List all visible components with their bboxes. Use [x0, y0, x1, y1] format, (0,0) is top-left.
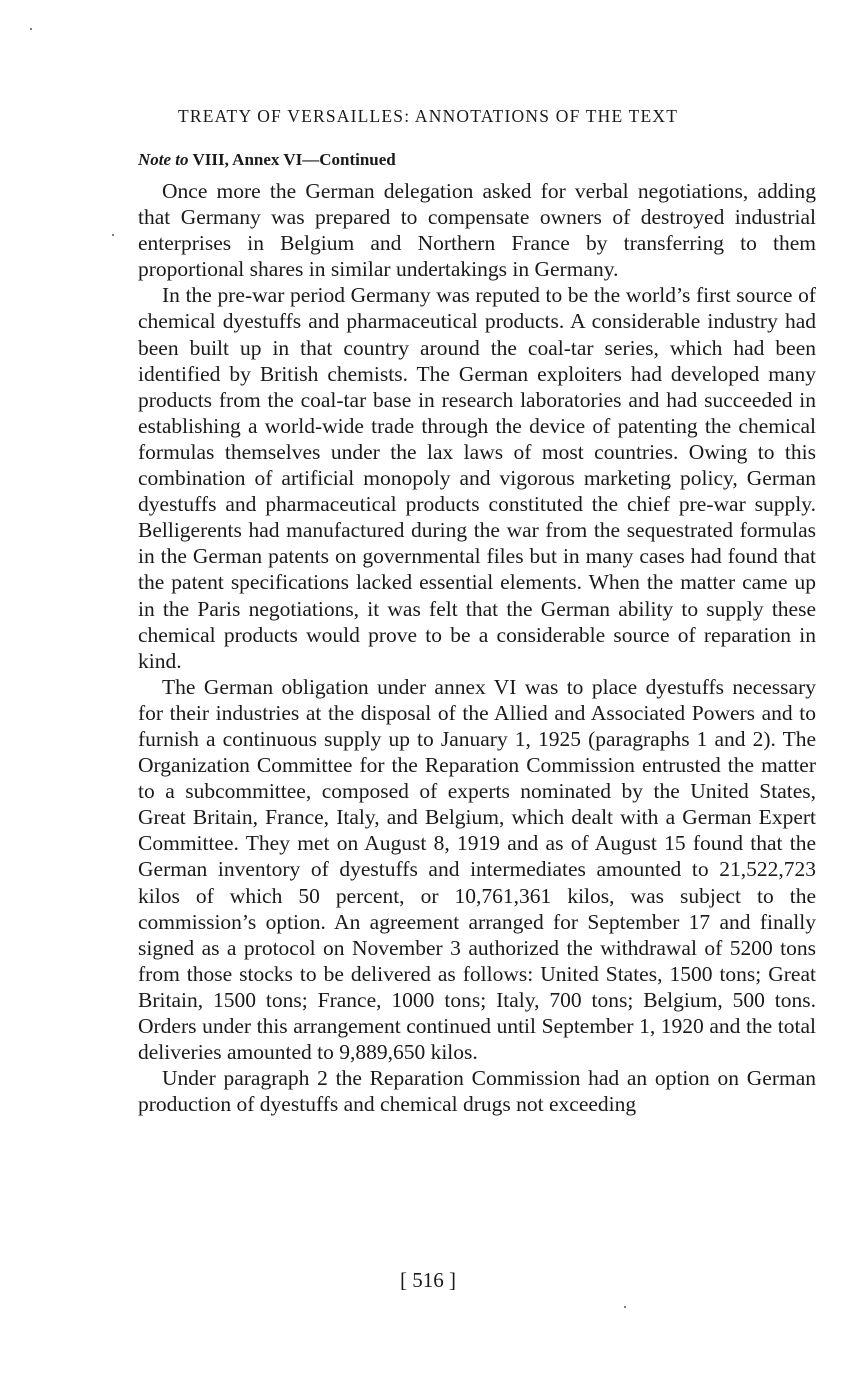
scan-speck: [112, 234, 114, 236]
scan-speck: [30, 28, 32, 30]
running-head: TREATY OF VERSAILLES: ANNOTATIONS OF THE TEXT: [178, 106, 679, 126]
note-heading-section: VIII, Annex VI—Continued: [192, 150, 396, 169]
scan-speck: [624, 1306, 626, 1308]
paragraph-verbal-negotiations: Once more the German delegation asked for verbal negotiations, adding that Germany was prepared to compensate owners of destroyed industrial enterprises in Belgium and Northern France by transferring to them proportional shares in similar undertakings in Germany.: [138, 179, 816, 282]
paragraph-pre-war-dyestuffs: In the pre-war period Germany was reputed to be the world’s first source of chemical dyestuffs and pharmaceutical products. A considerable industry had been built up in that country around the coal-tar series, which had been identified by British chemists. The German exploiters had developed many products from the coal-tar base in research laboratories and had succeeded in establishing a world-wide trade through the device of patenting the chemical formulas themselves under the lax laws of most countries. Owing to this combination of artificial monopoly and vigorous marketing policy, German dyestuffs and pharmaceutical products constituted the chief pre-war supply. Belligerents had manufactured during the war from the sequestrated formulas in the German patents on governmental files but in many cases had found that the patent specifications lacked essential elements. When the matter came up in the Paris negotiations, it was felt that the German ability to supply these chemical products would prove to be a considerable source of reparation in kind.: [138, 283, 816, 673]
paragraph-annex-vi-obligation: The German obligation under annex VI was to place dyestuffs necessary for their industries at the disposal of the Allied and Associated Powers and to furnish a continuous supply up to January 1, 1925 (paragraphs 1 and 2). The Organization Committee for the Reparation Commission entrusted the matter to a subcommittee, composed of experts nominated by the United States, Great Britain, France, Italy, and Belgium, which dealt with a German Expert Committee. They met on August 8, 1919 and as of August 15 found that the German inventory of dyestuffs and intermediates amounted to 21,522,723 kilos of which 50 percent, or 10,761,361 kilos, was subject to the commission’s option. An agreement arranged for September 17 and finally signed as a protocol on November 3 authorized the withdrawal of 5200 tons from those stocks to be delivered as follows: United States, 1500 tons; Great Britain, 1500 tons; France, 1000 tons; Italy, 700 tons; Belgium, 500 tons. Orders under this arrangement continued until September 1, 1920 and the total deliveries amounted to 9,889,650 kilos.: [138, 674, 816, 1065]
page-number: [ 516 ]: [400, 1268, 456, 1292]
body-text: [138, 178, 816, 1117]
note-heading: [138, 150, 396, 170]
note-heading-prefix: Note to: [138, 150, 189, 169]
paragraph-paragraph-2-option: Under paragraph 2 the Reparation Commission had an option on German production of dyestuffs and chemical drugs not exceeding: [138, 1066, 816, 1117]
